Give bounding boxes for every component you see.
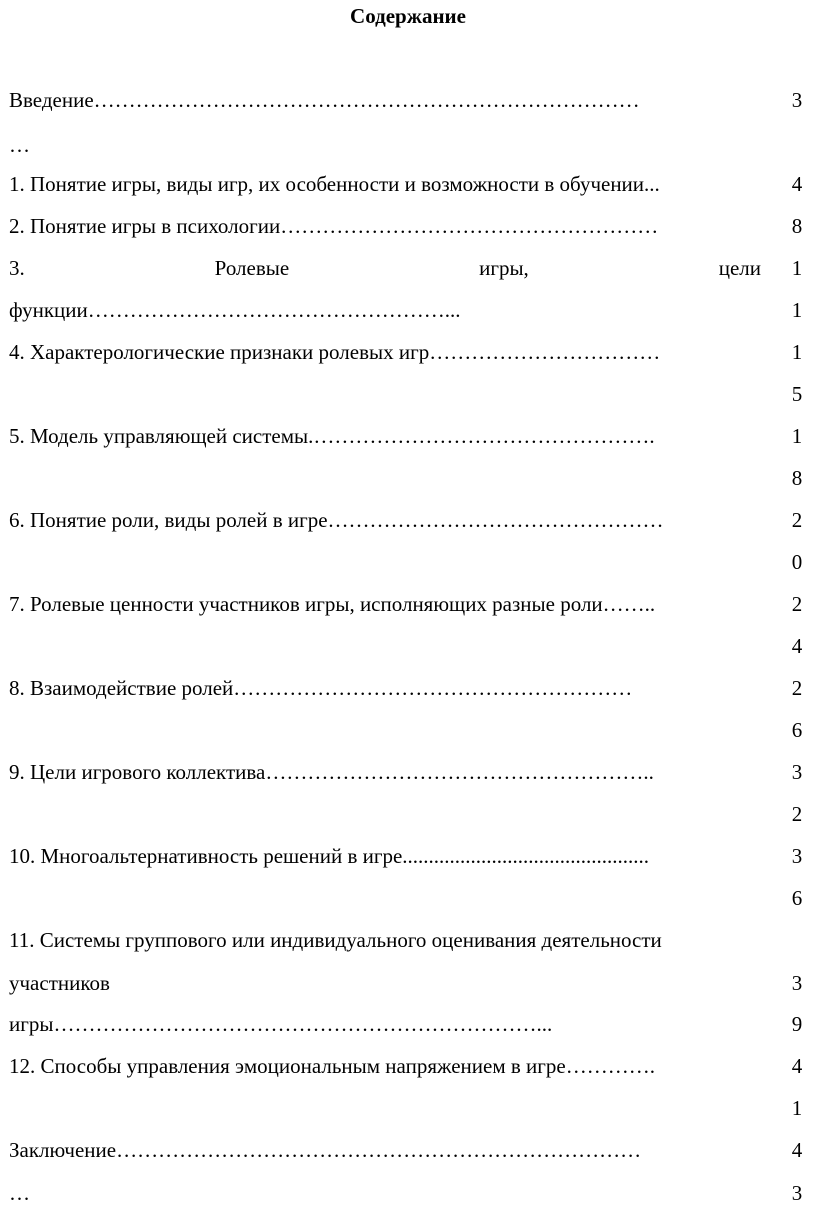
page-number-digit: 1 [791, 1096, 803, 1120]
page-number-digit: 3 [791, 88, 803, 112]
page-number-digit: 0 [791, 550, 803, 574]
toc-line-11-cont: участников [9, 971, 110, 995]
page-number-digit: 2 [791, 802, 803, 826]
page-number-digit: 6 [791, 886, 803, 910]
page-number-digit: 1 [791, 298, 803, 322]
page-number-digit: 4 [791, 1138, 803, 1162]
toc-line-11: 11. Системы группового или индивидуального оценивания деятельности [9, 928, 662, 952]
page-number-digit: 3 [791, 844, 803, 868]
toc-line-7: 7. Ролевые ценности участников игры, исполняющих разные роли…….. [9, 592, 656, 616]
toc-line-10: 10. Многоальтернативность решений в игре............................................... [9, 844, 650, 868]
page-number-digit: 2 [791, 508, 803, 532]
page-number-digit: 8 [791, 466, 803, 490]
toc-line-9: 9. Цели игрового коллектива……………………………………………….. [9, 760, 654, 784]
page-number-digit: 1 [791, 340, 803, 364]
page-number-digit: 1 [791, 424, 803, 448]
toc-line-3-word: цели [718, 256, 761, 280]
page-number-digit: 5 [791, 382, 803, 406]
page-number-digit: 3 [791, 971, 803, 995]
page-number-digit: 2 [791, 592, 803, 616]
page-number-digit: 4 [791, 1054, 803, 1078]
toc-line-3-cont: функции……………………………………………... [9, 298, 461, 322]
page-number-digit: 3 [791, 1181, 803, 1205]
toc-line-3 [9, 254, 761, 282]
page-number-digit: 8 [791, 214, 803, 238]
toc-line-3-word: Ролевые [214, 256, 290, 280]
toc-line-6: 6. Понятие роли, виды ролей в игре………………………………………… [9, 508, 664, 532]
page-number-digit: 4 [791, 172, 803, 196]
toc-line-3-word: игры, [479, 256, 529, 280]
toc-line-3-word: 3. [9, 256, 25, 280]
page-number-digit: 1 [791, 256, 803, 280]
page-number-digit: 4 [791, 634, 803, 658]
page-title: Содержание [350, 4, 466, 28]
toc-line-2: 2. Понятие игры в психологии……………………………………………… [9, 214, 659, 238]
toc-line-4: 4. Характерологические признаки ролевых игр…………………………… [9, 340, 661, 364]
page-number-digit: 6 [791, 718, 803, 742]
toc-line-8: 8. Взаимодействие ролей………………………………………………… [9, 676, 633, 700]
page-number-digit: 9 [791, 1012, 803, 1036]
toc-line-11-cont2: игры……………………………………………………………... [9, 1012, 553, 1036]
toc-line-1: 1. Понятие игры, виды игр, их особенности и возможности в обучении... [9, 172, 660, 196]
toc-line-5: 5. Модель управляющей системы.…………………………………………. [9, 424, 655, 448]
toc-line-conclusion-cont: … [9, 1181, 30, 1205]
toc-line-intro: Введение…………………………………………………………………… [9, 88, 640, 112]
toc-line-conclusion: Заключение………………………………………………………………… [9, 1138, 642, 1162]
page-number-digit: 3 [791, 760, 803, 784]
page-number-digit: 2 [791, 676, 803, 700]
toc-line-12: 12. Способы управления эмоциональным напряжением в игре…………. [9, 1054, 655, 1078]
toc-line-intro-cont: … [9, 133, 30, 157]
